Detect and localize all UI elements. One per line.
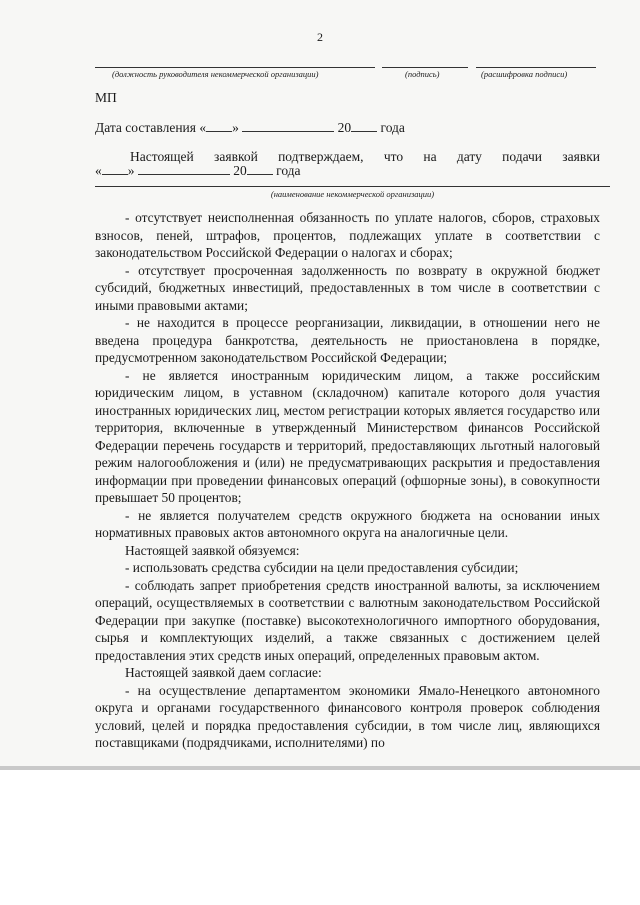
confirm-quote-close: » <box>127 163 135 178</box>
date-year-prefix: 20 <box>337 120 352 135</box>
month-blank <box>242 120 334 132</box>
paragraph: - на осуществление департаментом экономики Ямало-Ненецкого автономного округа и органами государственного финансового контроля проверок соблюдения условий, целей и порядка предоставления субсидии, в том числе лиц, являющихся поставщиками (подрядчиками, исполнителями) по <box>95 682 600 750</box>
day-blank <box>206 120 232 132</box>
stamp-label: МП <box>95 90 117 105</box>
paragraph: - не является получателем средств окружного бюджета на основании иных нормативных правовых актов автономного округа на аналогичные цели. <box>95 507 600 540</box>
date-label: Дата составления « <box>95 120 207 135</box>
confirm-text: Настоящей заявкой подтверждаем, что на дату подачи заявки <box>130 149 600 164</box>
paragraph: - не находится в процессе реорганизации, ликвидации, в отношении него не введена процедура банкротства, деятельность не приостановлена в порядке, предусмотренном законодательством Российской Федерации; <box>95 315 600 365</box>
date-quote-close: » <box>232 120 239 135</box>
confirm-year-blank <box>247 163 273 175</box>
confirm-date-line <box>95 163 301 179</box>
paragraph: - не является иностранным юридическим лицом, а также российским юридическим лицом, в уставном (складочном) капитале которого доля участия иностранных юридических лиц, местом регистрации которых является государство или территория, включенные в утвержденный Министерством финансов Российской Федерации перечень государств и территорий, предоставляющих льготный налоговый режим налогообложения и (или) не предусматривающих раскрытия и предоставления информации при проведении финансовых операций (офшорные зоны), в совокупности превышает 50 процентов; <box>95 367 600 505</box>
year-blank <box>351 120 377 132</box>
organization-caption: (наименование некоммерческой организации) <box>270 189 435 199</box>
paragraph: - использовать средства субсидии на цели предоставления субсидии; <box>125 560 519 575</box>
confirm-quote-open: « <box>95 163 102 178</box>
organization-line <box>95 186 610 187</box>
paragraph: - отсутствует неисполненная обязанность по уплате налогов, сборов, страховых взносов, пеней, штрафов, процентов, подлежащих уплате в соответствии с законодательством Российской Федерации о налогах и сборах; <box>95 210 600 260</box>
page-number: 2 <box>317 30 323 44</box>
date-year-suffix: года <box>380 120 405 135</box>
confirm-year-suffix: года <box>276 163 301 178</box>
decoding-caption: (расшифровка подписи) <box>481 69 568 79</box>
signature-line <box>382 67 468 68</box>
confirm-day-blank <box>102 163 128 175</box>
paragraph: - соблюдать запрет приобретения средств иностранной валюты, за исключением операций, осуществляемых в соответствии с валютным законодательством Российской Федерации при закупке (поставке) высокотехнологичного импортного оборудования, сырья и комплектующих изделий, а также связанных с достижением целей предоставления этих средств иных операций, определенных правовым актом. <box>95 577 600 663</box>
decoding-signature-line <box>476 67 596 68</box>
date-line <box>95 120 405 136</box>
signature-caption: (подпись) <box>405 69 440 79</box>
body-text <box>95 209 600 752</box>
paragraph: Настоящей заявкой обязуемся: <box>125 542 300 558</box>
paragraph: Настоящей заявкой даем согласие: <box>125 665 322 680</box>
paragraph: - отсутствует просроченная задолженность по возврату в окружной бюджет субсидий, бюджетных инвестиций, предоставленных в том числе в соответствии с иными правовыми актами; <box>95 262 600 313</box>
confirm-year-prefix: 20 <box>233 163 247 178</box>
position-signature-line <box>95 67 375 68</box>
confirm-month-blank <box>138 163 230 175</box>
position-caption: (должность руководителя некоммерческой организации) <box>112 69 319 79</box>
